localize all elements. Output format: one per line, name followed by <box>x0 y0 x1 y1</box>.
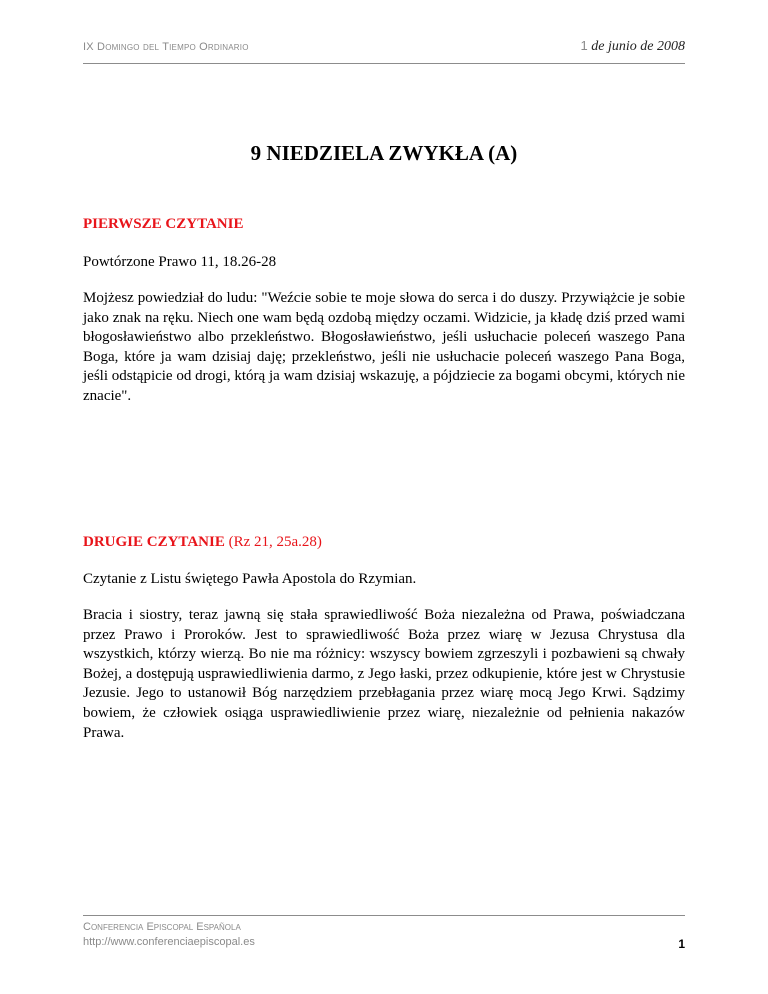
first-reading-reference: Powtórzone Prawo 11, 18.26-28 <box>83 254 277 270</box>
first-reading-heading-label: PIERWSZE CZYTANIE <box>83 216 244 232</box>
footer-organization: Conferencia Episcopal Española <box>83 921 241 933</box>
footer-url: http://www.conferenciaepiscopal.es <box>83 936 255 948</box>
second-reading-heading <box>83 534 322 551</box>
second-reading-heading-ref: (Rz 21, 25a.28) <box>228 534 322 550</box>
second-reading-text: Bracia i siostry, teraz jawną się stała sprawiedliwość Boża niezależna od Prawa, poświadczana przez Prawo i Proroków. Jest to sprawiedliwość Boża przez wiarę w Jezusa Chrystusa dla wszystkich, którzy wierzą. Bo nie ma różnicy: wszyscy bowiem zgrzeszyli i pozbawieni są chwały Bożej, a dostępują usprawiedliwienia darmo, z Jego łaski, przez odkupienie, które jest w Chrystusie Jezusie. Jego to ustanowił Bóg narzędziem przebłagania przez wiarę mocą Jego Krwi. Sądzimy bowiem, że człowiek osiąga usprawiedliwienie przez wiarę, niezależnie od pełnienia nakazów Prawa. <box>83 607 685 741</box>
header-month-year: de junio de 2008 <box>591 39 685 54</box>
second-reading-intro: Czytanie z Listu świętego Pawła Apostola do Rzymian. <box>83 571 417 587</box>
header-divider <box>83 63 685 64</box>
second-reading-heading-label: DRUGIE CZYTANIE <box>83 534 225 550</box>
footer-page-number: 1 <box>678 937 685 951</box>
page-title: 9 NIEDZIELA ZWYKŁA (A) <box>250 141 518 165</box>
footer-divider <box>83 915 685 916</box>
header-day-number: 1 <box>580 38 588 53</box>
first-reading-text: Mojżesz powiedział do ludu: "Weźcie sobie te moje słowa do serca i do duszy. Przywiążcie je sobie jako znak na ręku. Niech one wam będą ozdobą między oczami. Widzicie, ja kładę dziś przed wami błogosławieństwo albo przekleństwo. Błogosławieństwo, jeśli usłuchacie poleceń waszego Pana Boga, które ja wam dzisiaj daję; przekleństwo, jeśli nie usłuchacie poleceń waszego Pana Boga, jeśli odstąpicie od drogi, którą ja wam dzisiaj wskazuję, a pójdziecie za bogami obcymi, których nie znacie". <box>83 290 685 404</box>
header-liturgical-day: IX Domingo del Tiempo Ordinario <box>83 41 249 53</box>
first-reading-heading <box>83 216 243 233</box>
header-date <box>581 38 685 55</box>
